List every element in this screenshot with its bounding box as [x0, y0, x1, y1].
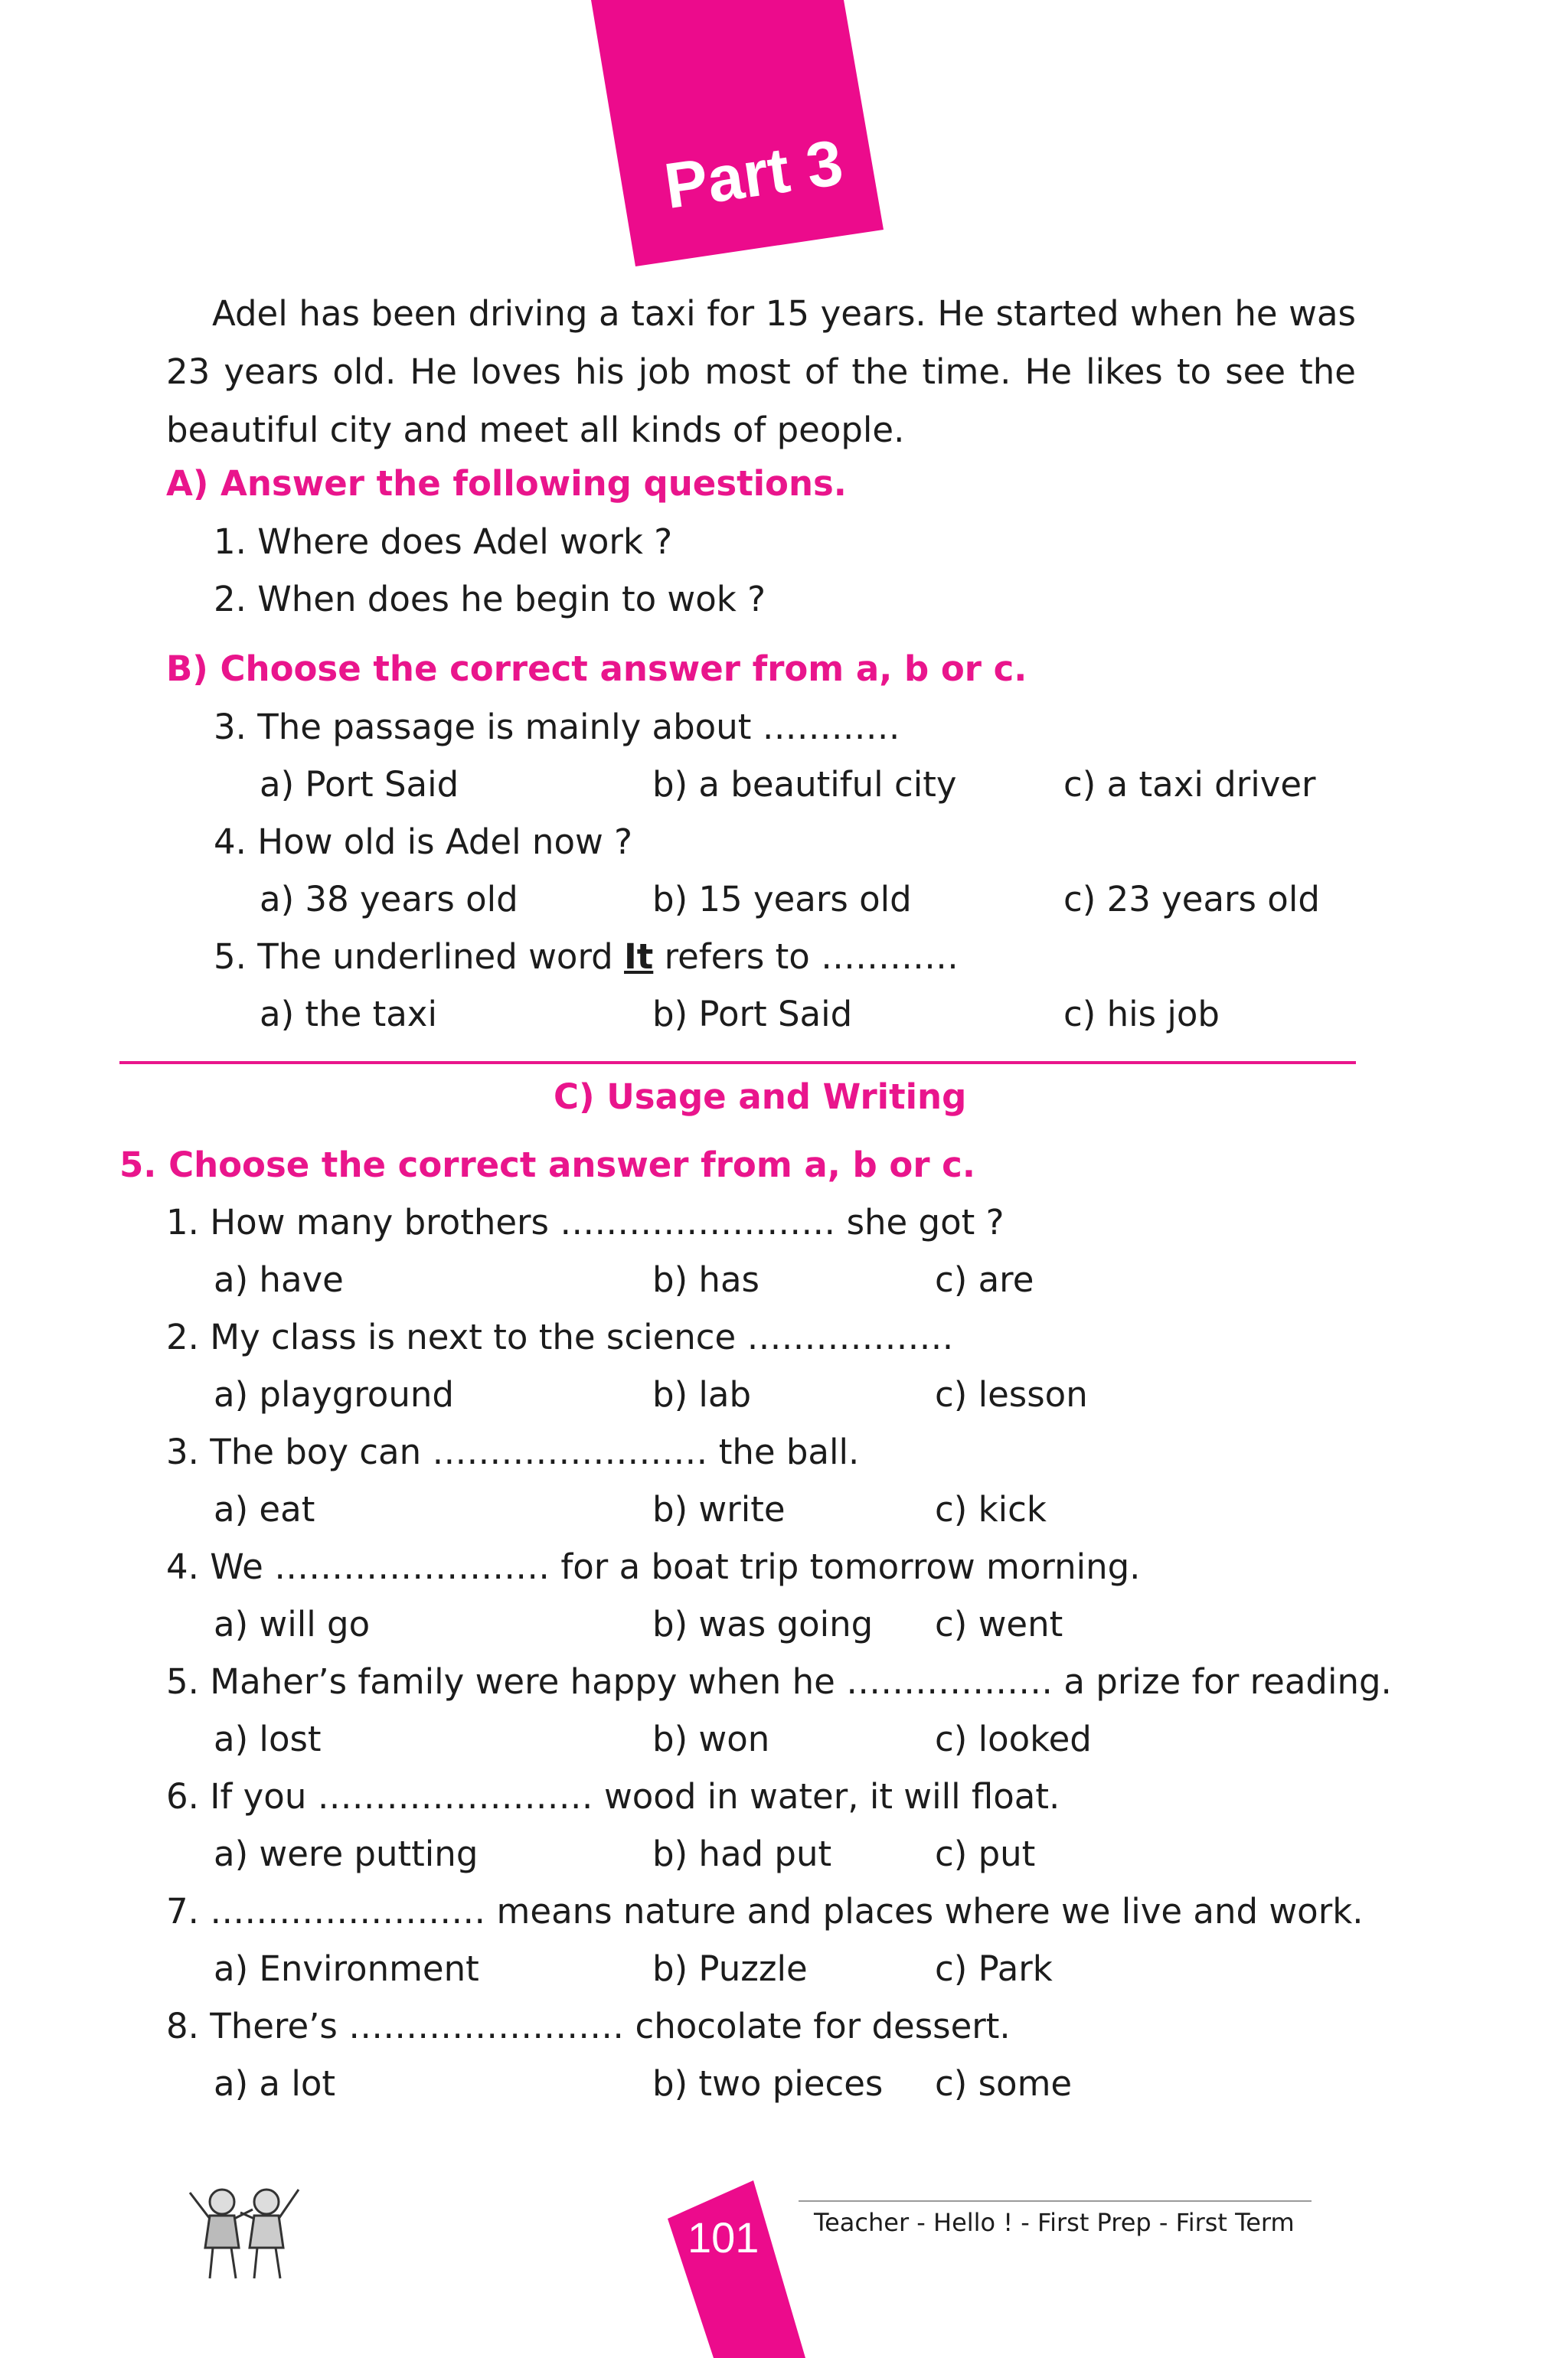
q5-option-a: a) the taxi — [260, 994, 437, 1034]
q5-text-after: refers to ………… — [653, 936, 959, 977]
ex5-question-1: 1. How many brothers …………………… she got ? — [166, 1202, 1004, 1243]
ex5-q8-option-b: b) two pieces — [652, 2063, 884, 2104]
ex5-q3-option-c: c) kick — [935, 1489, 1047, 1530]
q4-option-c: c) 23 years old — [1063, 879, 1320, 919]
ex5-q1-option-c: c) are — [935, 1259, 1034, 1300]
ex5-question-3: 3. The boy can …………………… the ball. — [166, 1432, 860, 1472]
ex5-question-4: 4. We …………………… for a boat trip tomorrow morning. — [166, 1546, 1141, 1587]
question-5 — [214, 936, 959, 978]
ex5-q2-option-b: b) lab — [652, 1374, 752, 1415]
part-banner — [591, 0, 884, 266]
ex5-question-6: 6. If you …………………… wood in water, it will float. — [166, 1776, 1060, 1817]
q5-option-c: c) his job — [1063, 994, 1220, 1034]
ex5-q2-option-a: a) playground — [214, 1374, 454, 1415]
section-b-heading: B) Choose the correct answer from a, b or c. — [166, 648, 1027, 689]
book-title: Teacher - Hello ! - First Prep - First Term — [814, 2208, 1295, 2237]
page-number: 101 — [688, 2213, 760, 2262]
section-divider — [119, 1061, 1356, 1064]
q4-option-b: b) 15 years old — [652, 879, 912, 919]
part-title: Part 3 — [660, 126, 848, 223]
q5-option-b: b) Port Said — [652, 994, 853, 1034]
ex5-question-5: 5. Maher’s family were happy when he ……………… a prize for reading. — [166, 1661, 1392, 1702]
underlined-word: It — [624, 936, 654, 977]
ex5-q1-option-a: a) have — [214, 1259, 344, 1300]
ex5-q7-option-a: a) Environment — [214, 1948, 479, 1989]
ex5-q3-option-b: b) write — [652, 1489, 786, 1530]
ex5-q8-option-a: a) a lot — [214, 2063, 335, 2104]
ex5-q5-option-a: a) lost — [214, 1719, 322, 1759]
ex5-q6-option-a: a) were putting — [214, 1834, 479, 1874]
footer-rule — [799, 2200, 1312, 2202]
reading-passage: Adel has been driving a taxi for 15 years. He started when he was 23 years old. He loves his job most of the time. He likes to see the beautiful city and meet all kinds of people. — [166, 293, 1356, 450]
ex5-q6-option-c: c) put — [935, 1834, 1036, 1874]
ex5-q2-option-c: c) lesson — [935, 1374, 1088, 1415]
ex5-q4-option-a: a) will go — [214, 1604, 371, 1644]
ex5-question-7: 7. …………………… means nature and places where we live and work. — [166, 1891, 1364, 1932]
ex5-q3-option-a: a) eat — [214, 1489, 315, 1530]
ex5-q5-option-c: c) looked — [935, 1719, 1092, 1759]
ex5-q7-option-b: b) Puzzle — [652, 1948, 808, 1989]
ex5-q5-option-b: b) won — [652, 1719, 770, 1759]
question-3: 3. The passage is mainly about ………… — [214, 707, 900, 747]
ex5-q1-option-b: b) has — [652, 1259, 760, 1300]
ex5-q4-option-c: c) went — [935, 1604, 1063, 1644]
section-a-heading: A) Answer the following questions. — [166, 463, 847, 504]
q4-option-a: a) 38 years old — [260, 879, 518, 919]
question-1: 1. Where does Adel work ? — [214, 521, 673, 562]
children-mascot-icon — [176, 2179, 314, 2286]
ex5-q6-option-b: b) had put — [652, 1834, 832, 1874]
page-number-tab — [668, 2180, 805, 2358]
q3-option-a: a) Port Said — [260, 764, 459, 805]
exercise-5-heading: 5. Choose the correct answer from a, b or c. — [119, 1145, 975, 1185]
q3-option-b: b) a beautiful city — [652, 764, 957, 805]
ex5-q8-option-c: c) some — [935, 2063, 1073, 2104]
ex5-q4-option-b: b) was going — [652, 1604, 874, 1644]
ex5-q7-option-c: c) Park — [935, 1948, 1053, 1989]
ex5-question-8: 8. There’s …………………… chocolate for dessert. — [166, 2006, 1011, 2046]
question-2: 2. When does he begin to wok ? — [214, 579, 766, 619]
section-c-heading: C) Usage and Writing — [554, 1076, 967, 1117]
ex5-question-2: 2. My class is next to the science ……………… — [166, 1317, 954, 1357]
q3-option-c: c) a taxi driver — [1063, 764, 1316, 805]
question-4: 4. How old is Adel now ? — [214, 821, 632, 862]
q5-text-before: 5. The underlined word — [214, 936, 625, 977]
